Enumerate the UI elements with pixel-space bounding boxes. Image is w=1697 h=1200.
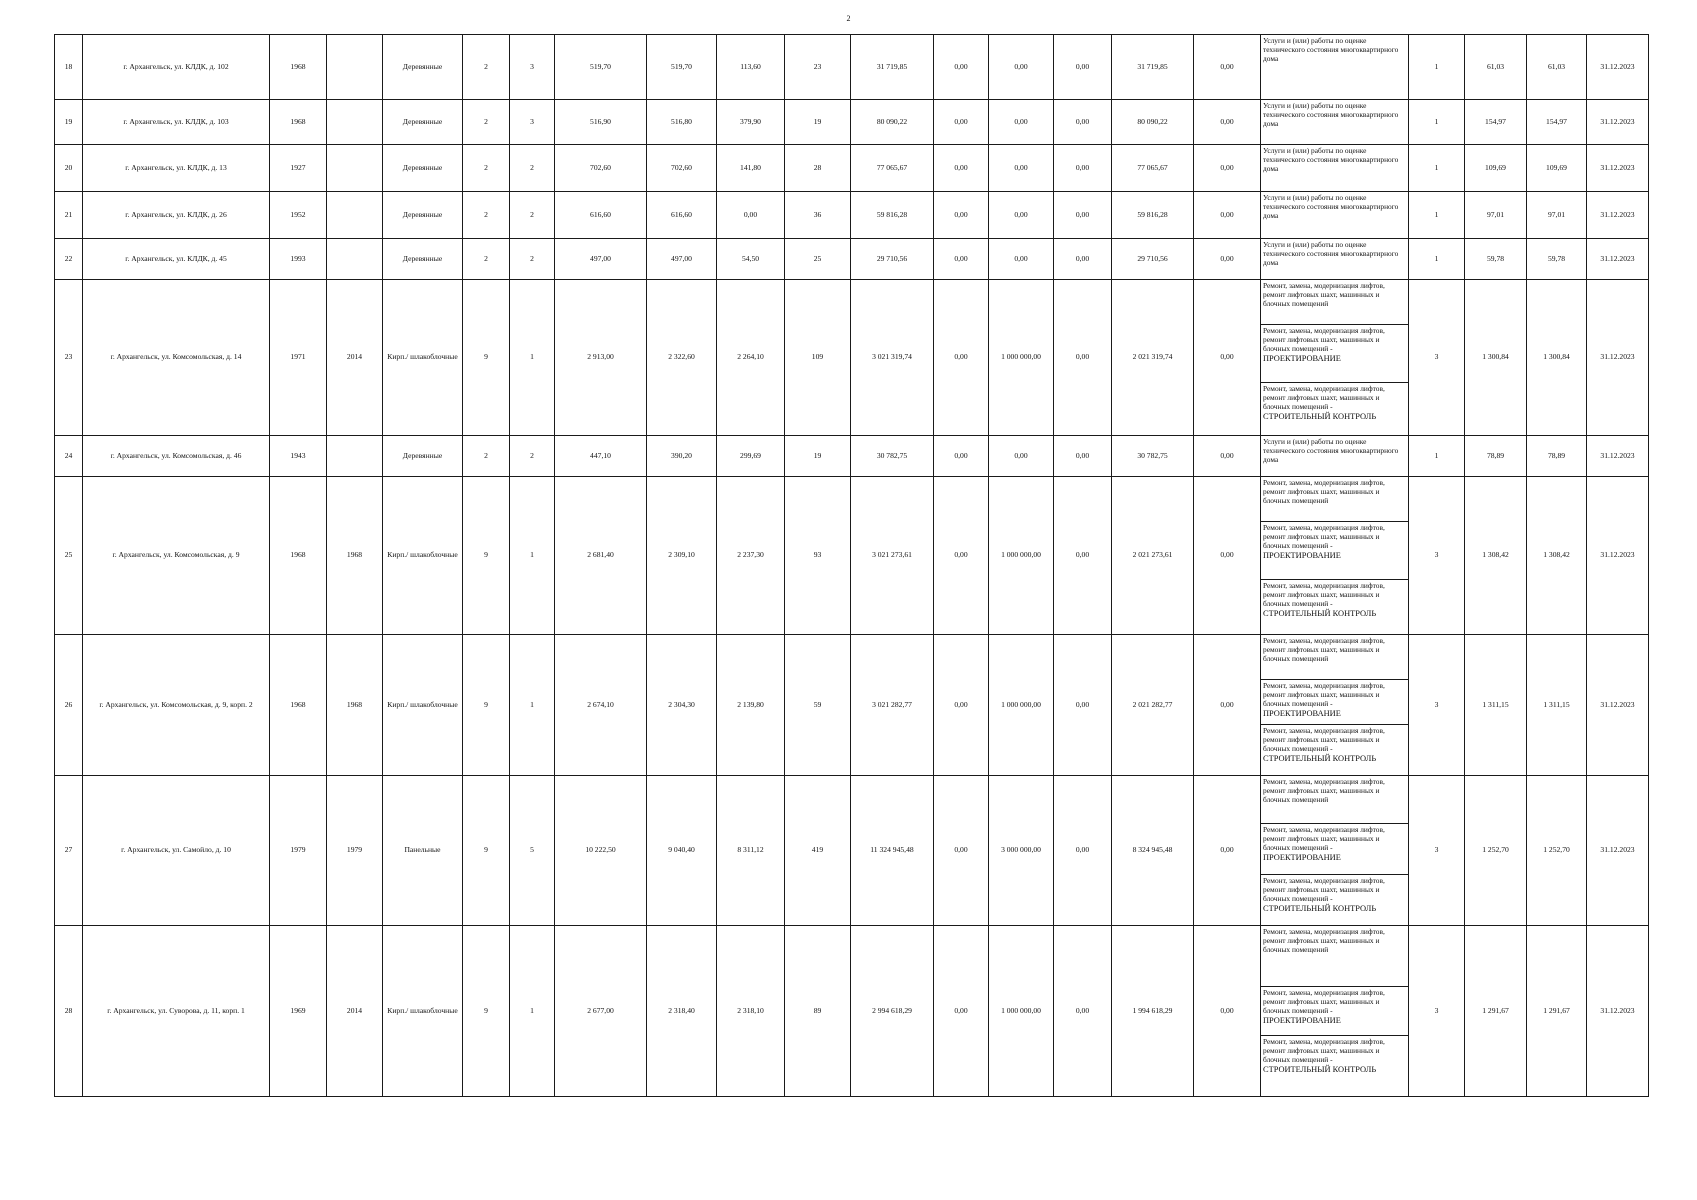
residents: 36 <box>785 192 851 239</box>
work-stage: СТРОИТЕЛЬНЫЙ КОНТРОЛЬ <box>1263 753 1377 763</box>
area-residential: 141,80 <box>717 145 785 192</box>
work-count: 3 <box>1409 477 1465 635</box>
area-residential: 2 264,10 <box>717 280 785 436</box>
work-count: 1 <box>1409 100 1465 145</box>
table-row <box>55 635 1649 680</box>
row-number: 23 <box>55 280 83 436</box>
year-built: 1968 <box>270 35 327 100</box>
fund-municipal: 0,00 <box>1054 145 1112 192</box>
unit-cost-limit: 109,69 <box>1527 145 1587 192</box>
fund-federal: 0,00 <box>934 239 989 280</box>
wall-material: Деревянные <box>383 239 463 280</box>
table-row <box>55 145 1649 192</box>
work-type <box>1261 635 1409 680</box>
deadline: 31.12.2023 <box>1587 776 1649 926</box>
unit-cost: 1 311,15 <box>1465 635 1527 776</box>
row-number: 19 <box>55 100 83 145</box>
fund-federal: 0,00 <box>934 477 989 635</box>
fund-other: 0,00 <box>1194 100 1261 145</box>
deadline: 31.12.2023 <box>1587 280 1649 436</box>
table-row <box>55 926 1649 987</box>
work-stage: СТРОИТЕЛЬНЫЙ КОНТРОЛЬ <box>1263 903 1377 913</box>
address: г. Архангельск, ул. Комсомольская, д. 9 <box>83 477 270 635</box>
year-last-overhaul: 2014 <box>327 926 383 1097</box>
year-built: 1968 <box>270 100 327 145</box>
work-type-text: Ремонт, замена, модернизация лифтов, ремонт лифтовых шахт, машинных и блочных помещений <box>1263 281 1385 308</box>
residents: 19 <box>785 100 851 145</box>
floors: 2 <box>463 239 510 280</box>
work-type <box>1261 776 1409 824</box>
work-count: 3 <box>1409 776 1465 926</box>
floors: 2 <box>463 35 510 100</box>
fund-regional: 0,00 <box>989 100 1054 145</box>
fund-owners: 2 021 282,77 <box>1112 635 1194 776</box>
residents: 89 <box>785 926 851 1097</box>
area-total: 702,60 <box>555 145 647 192</box>
year-built: 1993 <box>270 239 327 280</box>
row-number: 27 <box>55 776 83 926</box>
year-last-overhaul <box>327 436 383 477</box>
unit-cost: 59,78 <box>1465 239 1527 280</box>
wall-material: Деревянные <box>383 192 463 239</box>
fund-municipal: 0,00 <box>1054 35 1112 100</box>
unit-cost: 1 308,42 <box>1465 477 1527 635</box>
table-row <box>55 477 1649 522</box>
area-premises: 616,60 <box>647 192 717 239</box>
entrances: 2 <box>510 192 555 239</box>
fund-other: 0,00 <box>1194 477 1261 635</box>
cost-total: 29 710,56 <box>851 239 934 280</box>
fund-other: 0,00 <box>1194 239 1261 280</box>
fund-other: 0,00 <box>1194 436 1261 477</box>
cost-total: 59 816,28 <box>851 192 934 239</box>
fund-municipal: 0,00 <box>1054 436 1112 477</box>
work-type-text: Ремонт, замена, модернизация лифтов, ремонт лифтовых шахт, машинных и блочных помещений - <box>1263 825 1385 852</box>
area-total: 10 222,50 <box>555 776 647 926</box>
cost-total: 30 782,75 <box>851 436 934 477</box>
year-last-overhaul: 1968 <box>327 635 383 776</box>
row-number: 18 <box>55 35 83 100</box>
residents: 19 <box>785 436 851 477</box>
work-type <box>1261 325 1409 383</box>
address: г. Архангельск, ул. КЛДК, д. 45 <box>83 239 270 280</box>
area-residential: 2 139,80 <box>717 635 785 776</box>
deadline: 31.12.2023 <box>1587 635 1649 776</box>
floors: 2 <box>463 100 510 145</box>
fund-regional: 1 000 000,00 <box>989 280 1054 436</box>
unit-cost: 97,01 <box>1465 192 1527 239</box>
unit-cost-limit: 1 252,70 <box>1527 776 1587 926</box>
fund-regional: 0,00 <box>989 35 1054 100</box>
fund-owners: 59 816,28 <box>1112 192 1194 239</box>
floors: 9 <box>463 926 510 1097</box>
fund-other: 0,00 <box>1194 280 1261 436</box>
year-built: 1968 <box>270 635 327 776</box>
area-premises: 2 318,40 <box>647 926 717 1097</box>
fund-municipal: 0,00 <box>1054 635 1112 776</box>
cost-total: 2 994 618,29 <box>851 926 934 1097</box>
deadline: 31.12.2023 <box>1587 35 1649 100</box>
fund-municipal: 0,00 <box>1054 100 1112 145</box>
work-type-text: Ремонт, замена, модернизация лифтов, ремонт лифтовых шахт, машинных и блочных помещений - <box>1263 326 1385 353</box>
year-last-overhaul <box>327 100 383 145</box>
work-stage: СТРОИТЕЛЬНЫЙ КОНТРОЛЬ <box>1263 608 1377 618</box>
fund-federal: 0,00 <box>934 280 989 436</box>
work-type <box>1261 875 1409 926</box>
year-last-overhaul: 1968 <box>327 477 383 635</box>
work-type <box>1261 725 1409 776</box>
entrances: 1 <box>510 635 555 776</box>
area-residential: 379,90 <box>717 100 785 145</box>
fund-regional: 1 000 000,00 <box>989 477 1054 635</box>
deadline: 31.12.2023 <box>1587 436 1649 477</box>
fund-regional: 1 000 000,00 <box>989 926 1054 1097</box>
work-type-text: Услуги и (или) работы по оценке технического состояния многоквартирного дома <box>1263 437 1399 464</box>
residents: 109 <box>785 280 851 436</box>
work-count: 1 <box>1409 35 1465 100</box>
work-type-text: Услуги и (или) работы по оценке технического состояния многоквартирного дома <box>1263 146 1399 173</box>
fund-federal: 0,00 <box>934 192 989 239</box>
floors: 9 <box>463 280 510 436</box>
work-type-text: Ремонт, замена, модернизация лифтов, ремонт лифтовых шахт, машинных и блочных помещений <box>1263 927 1385 954</box>
work-type <box>1261 383 1409 436</box>
table-row <box>55 35 1649 100</box>
address: г. Архангельск, ул. Комсомольская, д. 9, корп. 2 <box>83 635 270 776</box>
area-total: 497,00 <box>555 239 647 280</box>
deadline: 31.12.2023 <box>1587 100 1649 145</box>
unit-cost-limit: 1 291,67 <box>1527 926 1587 1097</box>
work-type <box>1261 1036 1409 1097</box>
cost-total: 3 021 273,61 <box>851 477 934 635</box>
residents: 28 <box>785 145 851 192</box>
cost-total: 80 090,22 <box>851 100 934 145</box>
work-type <box>1261 522 1409 580</box>
fund-other: 0,00 <box>1194 192 1261 239</box>
deadline: 31.12.2023 <box>1587 239 1649 280</box>
year-last-overhaul <box>327 192 383 239</box>
row-number: 26 <box>55 635 83 776</box>
table-row <box>55 239 1649 280</box>
table-row <box>55 776 1649 824</box>
area-total: 2 674,10 <box>555 635 647 776</box>
unit-cost-limit: 78,89 <box>1527 436 1587 477</box>
wall-material: Деревянные <box>383 436 463 477</box>
work-type-text: Ремонт, замена, модернизация лифтов, ремонт лифтовых шахт, машинных и блочных помещений - <box>1263 988 1385 1015</box>
year-last-overhaul <box>327 145 383 192</box>
fund-owners: 2 021 273,61 <box>1112 477 1194 635</box>
fund-regional: 3 000 000,00 <box>989 776 1054 926</box>
area-residential: 0,00 <box>717 192 785 239</box>
unit-cost: 1 252,70 <box>1465 776 1527 926</box>
work-type <box>1261 680 1409 725</box>
work-stage: ПРОЕКТИРОВАНИЕ <box>1263 852 1341 862</box>
fund-owners: 2 021 319,74 <box>1112 280 1194 436</box>
row-number: 25 <box>55 477 83 635</box>
entrances: 1 <box>510 926 555 1097</box>
fund-federal: 0,00 <box>934 635 989 776</box>
work-stage: ПРОЕКТИРОВАНИЕ <box>1263 708 1341 718</box>
year-built: 1952 <box>270 192 327 239</box>
unit-cost-limit: 1 300,84 <box>1527 280 1587 436</box>
work-stage: ПРОЕКТИРОВАНИЕ <box>1263 1015 1341 1025</box>
unit-cost-limit: 1 308,42 <box>1527 477 1587 635</box>
cost-total: 3 021 282,77 <box>851 635 934 776</box>
registry-body <box>55 35 1649 1097</box>
area-total: 616,60 <box>555 192 647 239</box>
fund-federal: 0,00 <box>934 926 989 1097</box>
wall-material: Панельные <box>383 776 463 926</box>
table-row <box>55 280 1649 325</box>
fund-other: 0,00 <box>1194 145 1261 192</box>
area-premises: 390,20 <box>647 436 717 477</box>
work-type <box>1261 436 1409 477</box>
unit-cost-limit: 97,01 <box>1527 192 1587 239</box>
work-stage: ПРОЕКТИРОВАНИЕ <box>1263 550 1341 560</box>
area-premises: 2 304,30 <box>647 635 717 776</box>
work-count: 3 <box>1409 280 1465 436</box>
entrances: 3 <box>510 35 555 100</box>
floors: 9 <box>463 776 510 926</box>
fund-regional: 0,00 <box>989 145 1054 192</box>
address: г. Архангельск, ул. Комсомольская, д. 14 <box>83 280 270 436</box>
deadline: 31.12.2023 <box>1587 477 1649 635</box>
area-premises: 2 309,10 <box>647 477 717 635</box>
work-type-text: Услуги и (или) работы по оценке технического состояния многоквартирного дома <box>1263 193 1399 220</box>
work-type <box>1261 192 1409 239</box>
unit-cost-limit: 154,97 <box>1527 100 1587 145</box>
year-built: 1969 <box>270 926 327 1097</box>
row-number: 21 <box>55 192 83 239</box>
year-last-overhaul <box>327 35 383 100</box>
work-type-text: Ремонт, замена, модернизация лифтов, ремонт лифтовых шахт, машинных и блочных помещений <box>1263 478 1385 505</box>
entrances: 2 <box>510 145 555 192</box>
fund-federal: 0,00 <box>934 436 989 477</box>
area-residential: 299,69 <box>717 436 785 477</box>
area-premises: 2 322,60 <box>647 280 717 436</box>
fund-regional: 0,00 <box>989 436 1054 477</box>
entrances: 1 <box>510 477 555 635</box>
fund-other: 0,00 <box>1194 926 1261 1097</box>
overhaul-registry-table <box>54 34 1649 1097</box>
fund-municipal: 0,00 <box>1054 477 1112 635</box>
area-total: 2 681,40 <box>555 477 647 635</box>
fund-municipal: 0,00 <box>1054 192 1112 239</box>
fund-municipal: 0,00 <box>1054 280 1112 436</box>
fund-other: 0,00 <box>1194 35 1261 100</box>
address: г. Архангельск, ул. Суворова, д. 11, корп. 1 <box>83 926 270 1097</box>
year-built: 1971 <box>270 280 327 436</box>
year-last-overhaul: 1979 <box>327 776 383 926</box>
work-type-text: Ремонт, замена, модернизация лифтов, ремонт лифтовых шахт, машинных и блочных помещений - <box>1263 876 1385 903</box>
floors: 2 <box>463 436 510 477</box>
fund-federal: 0,00 <box>934 145 989 192</box>
residents: 25 <box>785 239 851 280</box>
year-last-overhaul: 2014 <box>327 280 383 436</box>
cost-total: 77 065,67 <box>851 145 934 192</box>
work-type-text: Ремонт, замена, модернизация лифтов, ремонт лифтовых шахт, машинных и блочных помещений - <box>1263 384 1385 411</box>
work-type <box>1261 824 1409 875</box>
area-total: 2 913,00 <box>555 280 647 436</box>
work-type <box>1261 477 1409 522</box>
entrances: 2 <box>510 239 555 280</box>
work-type <box>1261 280 1409 325</box>
fund-owners: 80 090,22 <box>1112 100 1194 145</box>
residents: 59 <box>785 635 851 776</box>
residents: 93 <box>785 477 851 635</box>
fund-municipal: 0,00 <box>1054 239 1112 280</box>
area-total: 519,70 <box>555 35 647 100</box>
work-type-text: Услуги и (или) работы по оценке технического состояния многоквартирного дома <box>1263 240 1399 267</box>
work-type <box>1261 35 1409 100</box>
wall-material: Кирп./ шлакоблочные <box>383 635 463 776</box>
fund-owners: 30 782,75 <box>1112 436 1194 477</box>
work-type-text: Услуги и (или) работы по оценке технического состояния многоквартирного дома <box>1263 36 1399 63</box>
unit-cost: 78,89 <box>1465 436 1527 477</box>
entrances: 2 <box>510 436 555 477</box>
area-residential: 113,60 <box>717 35 785 100</box>
deadline: 31.12.2023 <box>1587 926 1649 1097</box>
work-count: 3 <box>1409 926 1465 1097</box>
work-type-text: Услуги и (или) работы по оценке технического состояния многоквартирного дома <box>1263 101 1399 128</box>
address: г. Архангельск, ул. Комсомольская, д. 46 <box>83 436 270 477</box>
work-type <box>1261 926 1409 987</box>
unit-cost: 154,97 <box>1465 100 1527 145</box>
floors: 9 <box>463 635 510 776</box>
area-premises: 9 040,40 <box>647 776 717 926</box>
fund-municipal: 0,00 <box>1054 926 1112 1097</box>
wall-material: Кирп./ шлакоблочные <box>383 926 463 1097</box>
wall-material: Деревянные <box>383 35 463 100</box>
address: г. Архангельск, ул. Самойло, д. 10 <box>83 776 270 926</box>
area-residential: 8 311,12 <box>717 776 785 926</box>
work-count: 3 <box>1409 635 1465 776</box>
area-residential: 2 237,30 <box>717 477 785 635</box>
unit-cost: 109,69 <box>1465 145 1527 192</box>
deadline: 31.12.2023 <box>1587 145 1649 192</box>
floors: 2 <box>463 192 510 239</box>
unit-cost: 1 291,67 <box>1465 926 1527 1097</box>
fund-federal: 0,00 <box>934 100 989 145</box>
year-built: 1927 <box>270 145 327 192</box>
fund-owners: 8 324 945,48 <box>1112 776 1194 926</box>
row-number: 28 <box>55 926 83 1097</box>
unit-cost: 1 300,84 <box>1465 280 1527 436</box>
work-type <box>1261 580 1409 635</box>
area-residential: 54,50 <box>717 239 785 280</box>
entrances: 3 <box>510 100 555 145</box>
fund-regional: 0,00 <box>989 192 1054 239</box>
work-type <box>1261 145 1409 192</box>
entrances: 1 <box>510 280 555 436</box>
address: г. Архангельск, ул. КЛДК, д. 13 <box>83 145 270 192</box>
fund-owners: 29 710,56 <box>1112 239 1194 280</box>
work-type <box>1261 987 1409 1036</box>
fund-other: 0,00 <box>1194 776 1261 926</box>
work-type-text: Ремонт, замена, модернизация лифтов, ремонт лифтовых шахт, машинных и блочных помещений - <box>1263 681 1385 708</box>
fund-federal: 0,00 <box>934 35 989 100</box>
area-premises: 497,00 <box>647 239 717 280</box>
year-built: 1979 <box>270 776 327 926</box>
wall-material: Деревянные <box>383 100 463 145</box>
row-number: 22 <box>55 239 83 280</box>
area-total: 516,90 <box>555 100 647 145</box>
area-premises: 516,80 <box>647 100 717 145</box>
floors: 2 <box>463 145 510 192</box>
unit-cost-limit: 1 311,15 <box>1527 635 1587 776</box>
address: г. Архангельск, ул. КЛДК, д. 102 <box>83 35 270 100</box>
area-residential: 2 318,10 <box>717 926 785 1097</box>
area-total: 2 677,00 <box>555 926 647 1097</box>
entrances: 5 <box>510 776 555 926</box>
address: г. Архангельск, ул. КЛДК, д. 26 <box>83 192 270 239</box>
work-type-text: Ремонт, замена, модернизация лифтов, ремонт лифтовых шахт, машинных и блочных помещений <box>1263 777 1385 804</box>
fund-owners: 31 719,85 <box>1112 35 1194 100</box>
residents: 23 <box>785 35 851 100</box>
work-stage: СТРОИТЕЛЬНЫЙ КОНТРОЛЬ <box>1263 1064 1377 1074</box>
fund-other: 0,00 <box>1194 635 1261 776</box>
row-number: 20 <box>55 145 83 192</box>
fund-regional: 1 000 000,00 <box>989 635 1054 776</box>
wall-material: Кирп./ шлакоблочные <box>383 280 463 436</box>
year-built: 1968 <box>270 477 327 635</box>
work-type-text: Ремонт, замена, модернизация лифтов, ремонт лифтовых шахт, машинных и блочных помещений - <box>1263 581 1385 608</box>
floors: 9 <box>463 477 510 635</box>
wall-material: Деревянные <box>383 145 463 192</box>
work-type-text: Ремонт, замена, модернизация лифтов, ремонт лифтовых шахт, машинных и блочных помещений - <box>1263 1037 1385 1064</box>
work-count: 1 <box>1409 436 1465 477</box>
unit-cost: 61,03 <box>1465 35 1527 100</box>
wall-material: Кирп./ шлакоблочные <box>383 477 463 635</box>
cost-total: 31 719,85 <box>851 35 934 100</box>
cost-total: 11 324 945,48 <box>851 776 934 926</box>
work-count: 1 <box>1409 145 1465 192</box>
row-number: 24 <box>55 436 83 477</box>
fund-regional: 0,00 <box>989 239 1054 280</box>
year-built: 1943 <box>270 436 327 477</box>
area-premises: 702,60 <box>647 145 717 192</box>
area-total: 447,10 <box>555 436 647 477</box>
fund-federal: 0,00 <box>934 776 989 926</box>
unit-cost-limit: 61,03 <box>1527 35 1587 100</box>
area-premises: 519,70 <box>647 35 717 100</box>
table-row <box>55 192 1649 239</box>
work-type <box>1261 100 1409 145</box>
work-count: 1 <box>1409 192 1465 239</box>
page-number: 2 <box>846 14 851 23</box>
deadline: 31.12.2023 <box>1587 192 1649 239</box>
fund-municipal: 0,00 <box>1054 776 1112 926</box>
work-stage: СТРОИТЕЛЬНЫЙ КОНТРОЛЬ <box>1263 411 1377 421</box>
work-type <box>1261 239 1409 280</box>
work-count: 1 <box>1409 239 1465 280</box>
fund-owners: 77 065,67 <box>1112 145 1194 192</box>
residents: 419 <box>785 776 851 926</box>
fund-owners: 1 994 618,29 <box>1112 926 1194 1097</box>
cost-total: 3 021 319,74 <box>851 280 934 436</box>
work-type-text: Ремонт, замена, модернизация лифтов, ремонт лифтовых шахт, машинных и блочных помещений <box>1263 636 1385 663</box>
unit-cost-limit: 59,78 <box>1527 239 1587 280</box>
work-type-text: Ремонт, замена, модернизация лифтов, ремонт лифтовых шахт, машинных и блочных помещений - <box>1263 726 1385 753</box>
work-stage: ПРОЕКТИРОВАНИЕ <box>1263 353 1341 363</box>
address: г. Архангельск, ул. КЛДК, д. 103 <box>83 100 270 145</box>
year-last-overhaul <box>327 239 383 280</box>
table-row <box>55 436 1649 477</box>
table-row <box>55 100 1649 145</box>
work-type-text: Ремонт, замена, модернизация лифтов, ремонт лифтовых шахт, машинных и блочных помещений - <box>1263 523 1385 550</box>
